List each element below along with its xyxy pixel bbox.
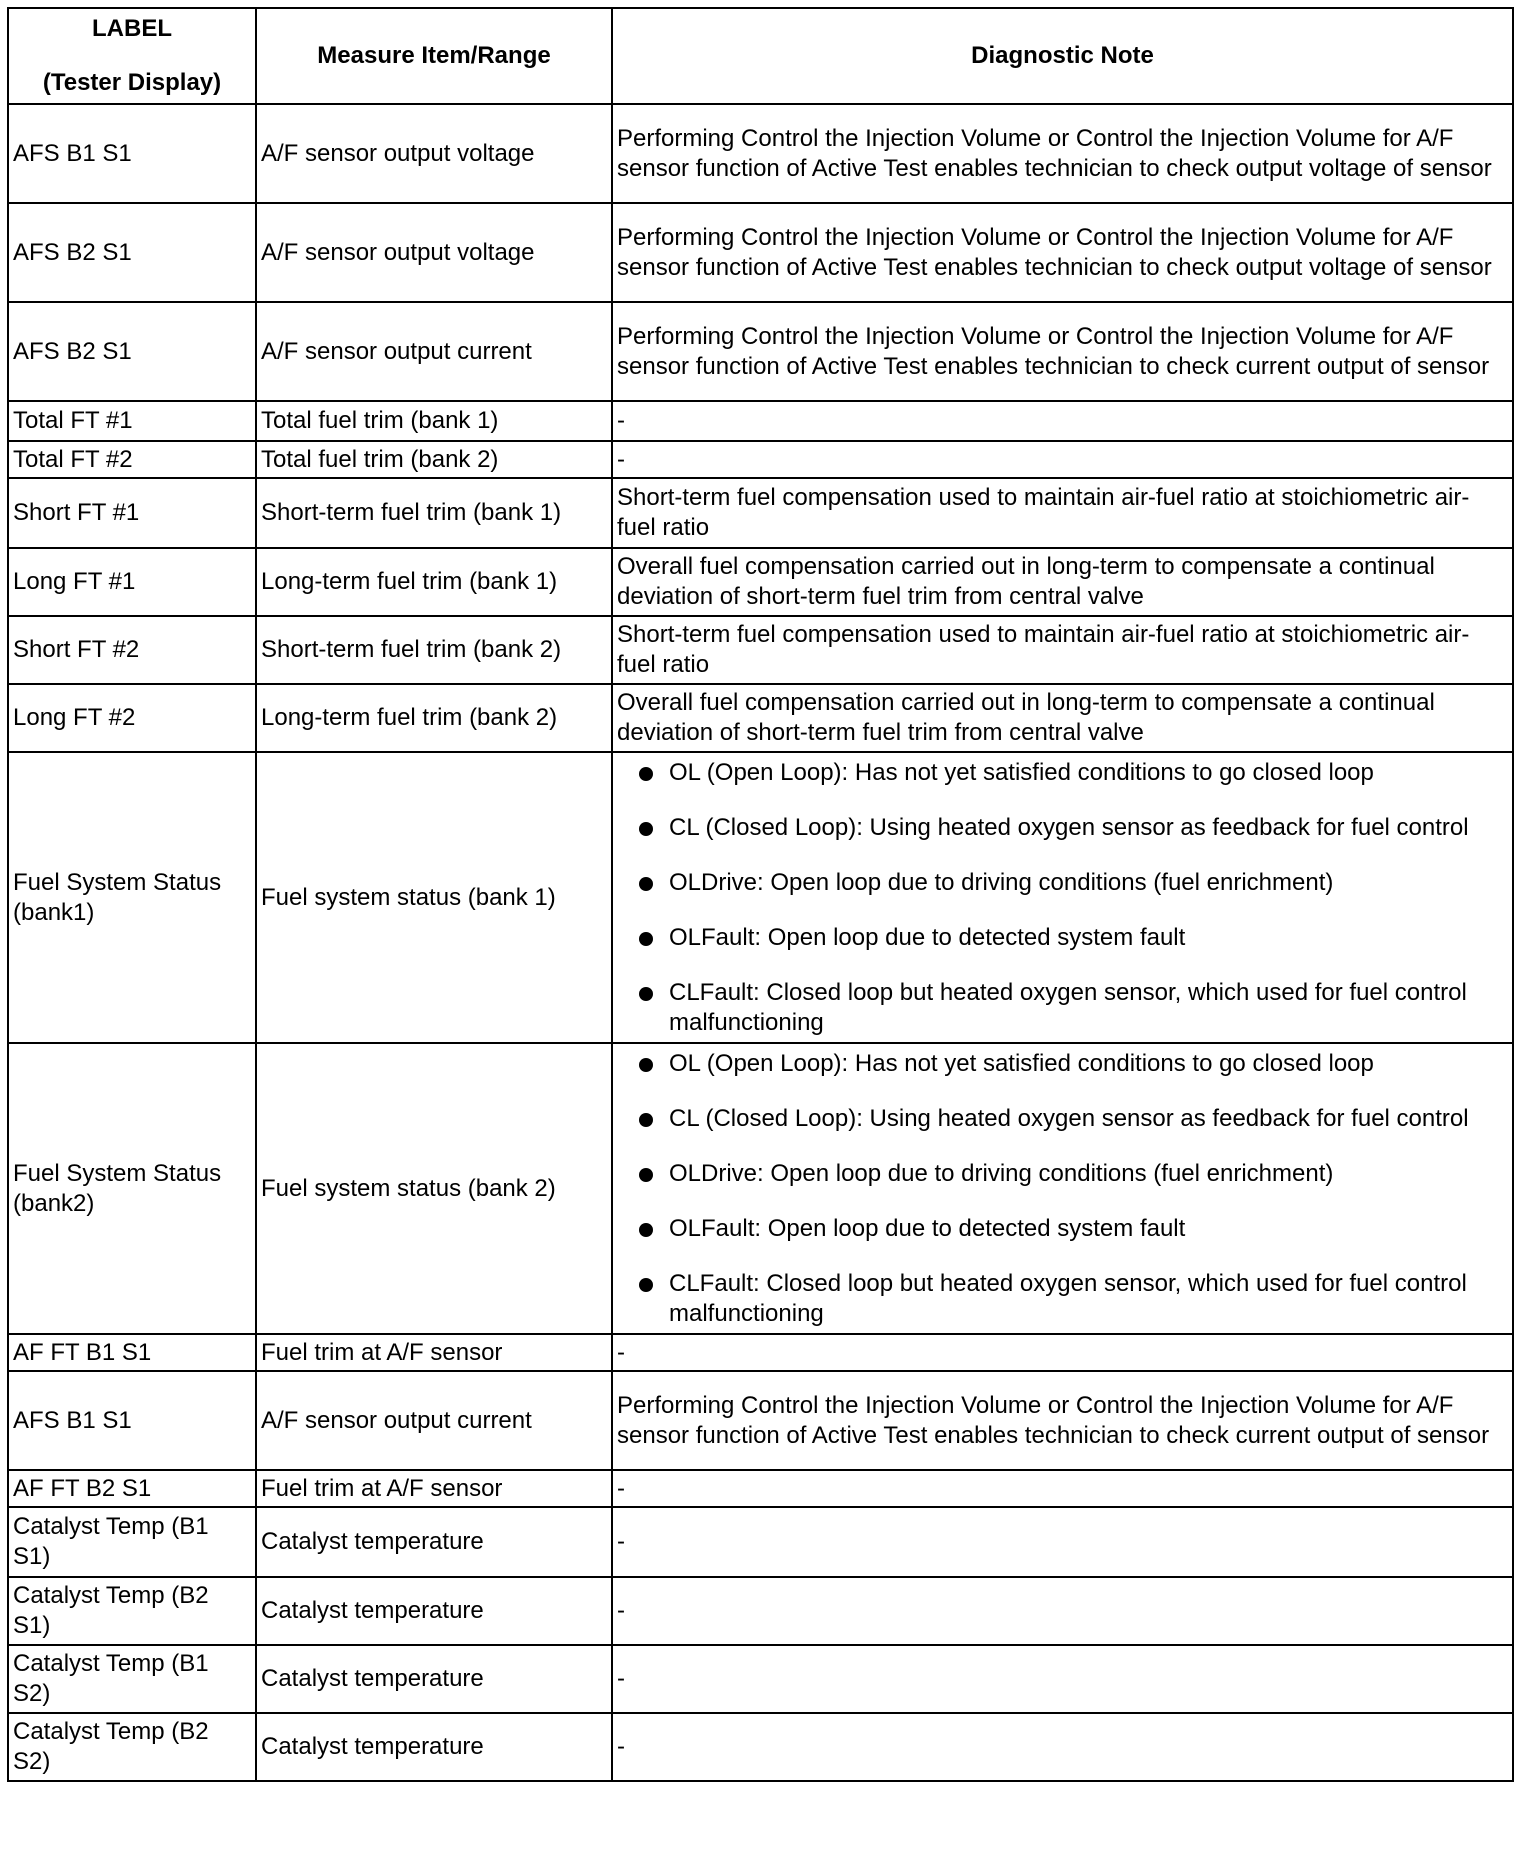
row-note: Performing Control the Injection Volume or Control the Injection Volume for A/F sensor function of Active Test enables technician to check output voltage of sensor (612, 203, 1513, 302)
list-item: OL (Open Loop): Has not yet satisfied conditions to go closed loop (639, 758, 1508, 788)
row-label: Fuel System Status (bank2) (8, 1043, 256, 1334)
status-bullet-list (617, 1049, 1508, 1329)
row-measure: A/F sensor output current (256, 302, 612, 401)
row-note: Short-term fuel compensation used to maintain air-fuel ratio at stoichiometric air-fuel ratio (612, 478, 1513, 548)
row-measure: Fuel system status (bank 2) (256, 1043, 612, 1334)
row-label: Total FT #2 (8, 441, 256, 478)
table-row (8, 616, 1513, 684)
row-label: AF FT B1 S1 (8, 1334, 256, 1371)
row-measure: Short-term fuel trim (bank 1) (256, 478, 612, 548)
row-label: Catalyst Temp (B2 S1) (8, 1577, 256, 1645)
table-row (8, 1645, 1513, 1713)
row-label: Catalyst Temp (B1 S1) (8, 1507, 256, 1577)
row-measure: Long-term fuel trim (bank 2) (256, 684, 612, 752)
row-measure: Catalyst temperature (256, 1577, 612, 1645)
row-measure: Catalyst temperature (256, 1713, 612, 1781)
row-note: - (612, 1334, 1513, 1371)
data-list-table (7, 7, 1514, 1782)
row-note: Performing Control the Injection Volume or Control the Injection Volume for A/F sensor function of Active Test enables technician to check current output of sensor (612, 302, 1513, 401)
table-row (8, 203, 1513, 302)
row-note: - (612, 1577, 1513, 1645)
table-row (8, 752, 1513, 1043)
diagnostic-data-sheet (7, 7, 1512, 1782)
list-item: CL (Closed Loop): Using heated oxygen sensor as feedback for fuel control (639, 813, 1508, 843)
row-note: - (612, 441, 1513, 478)
list-item: OLDrive: Open loop due to driving conditions (fuel enrichment) (639, 868, 1508, 898)
row-measure: A/F sensor output voltage (256, 203, 612, 302)
table-row (8, 1470, 1513, 1507)
row-measure: Fuel trim at A/F sensor (256, 1334, 612, 1371)
row-note (612, 752, 1513, 1043)
row-note (612, 1043, 1513, 1334)
table-row (8, 684, 1513, 752)
table-row (8, 302, 1513, 401)
header-label-line1: LABEL (92, 15, 172, 42)
row-label: Fuel System Status (bank1) (8, 752, 256, 1043)
header-measure: Measure Item/Range (256, 8, 612, 104)
list-item: OLFault: Open loop due to detected system fault (639, 923, 1508, 953)
row-measure: Fuel trim at A/F sensor (256, 1470, 612, 1507)
row-measure: Catalyst temperature (256, 1645, 612, 1713)
table-row (8, 104, 1513, 203)
table-row (8, 478, 1513, 548)
row-measure: A/F sensor output current (256, 1371, 612, 1470)
list-item: OLDrive: Open loop due to driving conditions (fuel enrichment) (639, 1159, 1508, 1189)
table-row (8, 1371, 1513, 1470)
row-note: - (612, 1507, 1513, 1577)
row-label: Long FT #1 (8, 548, 256, 616)
row-note: - (612, 1470, 1513, 1507)
row-measure: A/F sensor output voltage (256, 104, 612, 203)
table-row (8, 548, 1513, 616)
row-label: Catalyst Temp (B2 S2) (8, 1713, 256, 1781)
row-note: Short-term fuel compensation used to maintain air-fuel ratio at stoichiometric air-fuel ratio (612, 616, 1513, 684)
list-item: CL (Closed Loop): Using heated oxygen sensor as feedback for fuel control (639, 1104, 1508, 1134)
header-note: Diagnostic Note (612, 8, 1513, 104)
row-label: Short FT #2 (8, 616, 256, 684)
list-item: OLFault: Open loop due to detected system fault (639, 1214, 1508, 1244)
row-measure: Short-term fuel trim (bank 2) (256, 616, 612, 684)
row-label: Total FT #1 (8, 401, 256, 441)
table-row (8, 1713, 1513, 1781)
row-label: AF FT B2 S1 (8, 1470, 256, 1507)
status-bullet-list (617, 758, 1508, 1038)
row-label: Catalyst Temp (B1 S2) (8, 1645, 256, 1713)
row-measure: Total fuel trim (bank 2) (256, 441, 612, 478)
row-measure: Long-term fuel trim (bank 1) (256, 548, 612, 616)
row-label: AFS B2 S1 (8, 203, 256, 302)
row-label: Short FT #1 (8, 478, 256, 548)
row-note: - (612, 1713, 1513, 1781)
row-note: - (612, 401, 1513, 441)
row-label: AFS B1 S1 (8, 1371, 256, 1470)
table-row (8, 1577, 1513, 1645)
row-measure: Fuel system status (bank 1) (256, 752, 612, 1043)
list-item: CLFault: Closed loop but heated oxygen sensor, which used for fuel control malfunctioning (639, 1269, 1508, 1329)
row-label: AFS B2 S1 (8, 302, 256, 401)
row-note: Overall fuel compensation carried out in long-term to compensate a continual deviation of short-term fuel trim from central valve (612, 684, 1513, 752)
header-label-line2: (Tester Display) (42, 69, 222, 96)
table-row (8, 1334, 1513, 1371)
row-note: Performing Control the Injection Volume or Control the Injection Volume for A/F sensor function of Active Test enables technician to check output voltage of sensor (612, 104, 1513, 203)
table-row (8, 401, 1513, 441)
row-label: Long FT #2 (8, 684, 256, 752)
list-item: CLFault: Closed loop but heated oxygen sensor, which used for fuel control malfunctioning (639, 978, 1508, 1038)
list-item: OL (Open Loop): Has not yet satisfied conditions to go closed loop (639, 1049, 1508, 1079)
table-row (8, 1043, 1513, 1334)
row-measure: Total fuel trim (bank 1) (256, 401, 612, 441)
row-note: - (612, 1645, 1513, 1713)
table-row (8, 441, 1513, 478)
header-row (8, 8, 1513, 104)
header-label (8, 8, 256, 104)
row-label: AFS B1 S1 (8, 104, 256, 203)
row-note: Overall fuel compensation carried out in long-term to compensate a continual deviation of short-term fuel trim from central valve (612, 548, 1513, 616)
row-measure: Catalyst temperature (256, 1507, 612, 1577)
table-row (8, 1507, 1513, 1577)
row-note: Performing Control the Injection Volume or Control the Injection Volume for A/F sensor function of Active Test enables technician to check current output of sensor (612, 1371, 1513, 1470)
